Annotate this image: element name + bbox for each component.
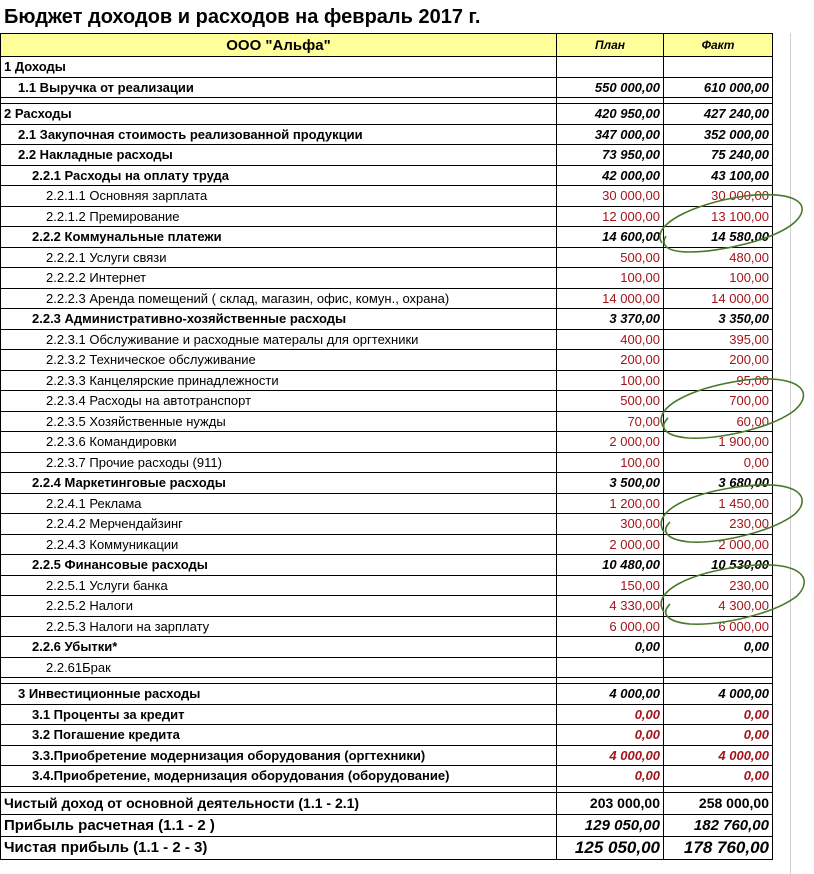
row-label[interactable]: 1 Доходы xyxy=(1,57,557,78)
table-row xyxy=(1,725,773,746)
fact-value[interactable]: 395,00 xyxy=(664,329,773,350)
row-label[interactable]: 3 Инвестиционные расходы xyxy=(1,684,557,705)
plan-value[interactable]: 100,00 xyxy=(557,370,664,391)
row-label[interactable]: 2.2.1.1 Основняя зарплата xyxy=(1,186,557,207)
table-row xyxy=(1,391,773,412)
fact-value[interactable]: 3 680,00 xyxy=(664,473,773,494)
row-label[interactable]: 2.2.2 Коммунальные платежи xyxy=(1,227,557,248)
plan-value[interactable] xyxy=(557,57,664,78)
table-row xyxy=(1,57,773,78)
plan-value[interactable]: 0,00 xyxy=(557,704,664,725)
budget-table xyxy=(0,33,773,860)
plan-value[interactable]: 420 950,00 xyxy=(557,104,664,125)
plan-value[interactable]: 100,00 xyxy=(557,268,664,289)
plan-value[interactable]: 203 000,00 xyxy=(557,792,664,814)
table-row xyxy=(1,575,773,596)
fact-value[interactable]: 1 450,00 xyxy=(664,493,773,514)
table-row xyxy=(1,186,773,207)
plan-value[interactable]: 3 500,00 xyxy=(557,473,664,494)
table-row xyxy=(1,637,773,658)
row-label[interactable]: 3.2 Погашение кредита xyxy=(1,725,557,746)
header-row xyxy=(1,34,773,57)
table-row xyxy=(1,684,773,705)
plan-value[interactable]: 300,00 xyxy=(557,514,664,535)
fact-value[interactable]: 0,00 xyxy=(664,704,773,725)
row-label[interactable]: Чистая прибыль (1.1 - 2 - 3) xyxy=(1,836,557,859)
plan-value[interactable]: 550 000,00 xyxy=(557,77,664,98)
plan-value[interactable]: 100,00 xyxy=(557,452,664,473)
fact-value[interactable]: 10 530,00 xyxy=(664,555,773,576)
row-label[interactable]: 2.2.3.7 Прочие расходы (911) xyxy=(1,452,557,473)
plan-value[interactable]: 1 200,00 xyxy=(557,493,664,514)
row-label[interactable]: 2.2.3.5 Хозяйственные нужды xyxy=(1,411,557,432)
row-label[interactable]: 2.2.3.3 Канцелярские принадлежности xyxy=(1,370,557,391)
row-label[interactable]: 2.2 Накладные расходы xyxy=(1,145,557,166)
table-row xyxy=(1,329,773,350)
fact-value[interactable]: 480,00 xyxy=(664,247,773,268)
table-row xyxy=(1,657,773,678)
fact-value[interactable]: 352 000,00 xyxy=(664,124,773,145)
plan-value[interactable]: 14 600,00 xyxy=(557,227,664,248)
fact-value[interactable]: 3 350,00 xyxy=(664,309,773,330)
plan-value[interactable]: 70,00 xyxy=(557,411,664,432)
plan-value[interactable]: 14 000,00 xyxy=(557,288,664,309)
plan-value[interactable]: 0,00 xyxy=(557,766,664,787)
row-label[interactable]: 2.2.5.1 Услуги банка xyxy=(1,575,557,596)
plan-value[interactable]: 2 000,00 xyxy=(557,534,664,555)
fact-value[interactable]: 4 300,00 xyxy=(664,596,773,617)
row-label[interactable]: 2.2.4.2 Мерчендайзинг xyxy=(1,514,557,535)
table-row xyxy=(1,124,773,145)
table-row xyxy=(1,309,773,330)
fact-value[interactable]: 700,00 xyxy=(664,391,773,412)
fact-value[interactable]: 258 000,00 xyxy=(664,792,773,814)
plan-value[interactable]: 42 000,00 xyxy=(557,165,664,186)
column-header-plan[interactable]: План xyxy=(557,34,664,57)
table-row xyxy=(1,555,773,576)
fact-value[interactable]: 178 760,00 xyxy=(664,836,773,859)
fact-value[interactable]: 100,00 xyxy=(664,268,773,289)
table-row xyxy=(1,411,773,432)
plan-value[interactable]: 3 370,00 xyxy=(557,309,664,330)
plan-value[interactable]: 125 050,00 xyxy=(557,836,664,859)
table-row xyxy=(1,814,773,836)
fact-value[interactable]: 200,00 xyxy=(664,350,773,371)
plan-value[interactable]: 2 000,00 xyxy=(557,432,664,453)
fact-value[interactable]: 30 000,00 xyxy=(664,186,773,207)
row-label[interactable]: 2.2.4.1 Реклама xyxy=(1,493,557,514)
fact-value[interactable]: 0,00 xyxy=(664,452,773,473)
plan-value[interactable]: 400,00 xyxy=(557,329,664,350)
company-name[interactable]: ООО "Альфа" xyxy=(1,34,557,57)
fact-value[interactable]: 13 100,00 xyxy=(664,206,773,227)
row-label[interactable]: 2.2.4.3 Коммуникации xyxy=(1,534,557,555)
row-label[interactable]: 2.2.5.2 Налоги xyxy=(1,596,557,617)
row-label[interactable]: 2.2.3.6 Командировки xyxy=(1,432,557,453)
table-row xyxy=(1,452,773,473)
plan-value[interactable]: 30 000,00 xyxy=(557,186,664,207)
table-row xyxy=(1,534,773,555)
plan-value[interactable]: 500,00 xyxy=(557,391,664,412)
plan-value[interactable]: 347 000,00 xyxy=(557,124,664,145)
row-label[interactable]: 2.2.5 Финансовые расходы xyxy=(1,555,557,576)
fact-value[interactable] xyxy=(664,57,773,78)
table-row xyxy=(1,165,773,186)
fact-value[interactable]: 230,00 xyxy=(664,514,773,535)
plan-value[interactable]: 73 950,00 xyxy=(557,145,664,166)
row-label[interactable]: 2.2.2.2 Интернет xyxy=(1,268,557,289)
table-row xyxy=(1,350,773,371)
row-label[interactable]: 2.2.61Брак xyxy=(1,657,557,678)
table-row xyxy=(1,596,773,617)
table-row xyxy=(1,514,773,535)
table-row xyxy=(1,616,773,637)
page-title: Бюджет доходов и расходов на февраль 2017 г. xyxy=(4,6,481,28)
fact-value[interactable]: 4 000,00 xyxy=(664,684,773,705)
table-row xyxy=(1,473,773,494)
fact-value[interactable]: 610 000,00 xyxy=(664,77,773,98)
plan-value[interactable]: 0,00 xyxy=(557,725,664,746)
plan-value[interactable]: 10 480,00 xyxy=(557,555,664,576)
row-label[interactable]: 2.1 Закупочная стоимость реализованной продукции xyxy=(1,124,557,145)
fact-value[interactable]: 4 000,00 xyxy=(664,745,773,766)
table-row xyxy=(1,745,773,766)
fact-value[interactable]: 2 000,00 xyxy=(664,534,773,555)
row-label[interactable]: 2.2.2.1 Услуги связи xyxy=(1,247,557,268)
fact-value[interactable]: 43 100,00 xyxy=(664,165,773,186)
table-row xyxy=(1,704,773,725)
row-label[interactable]: 2.2.1 Расходы на оплату труда xyxy=(1,165,557,186)
table-row xyxy=(1,77,773,98)
fact-value[interactable]: 0,00 xyxy=(664,766,773,787)
fact-value[interactable]: 14 000,00 xyxy=(664,288,773,309)
column-header-fact[interactable]: Факт xyxy=(664,34,773,57)
fact-value[interactable]: 6 000,00 xyxy=(664,616,773,637)
table-row xyxy=(1,227,773,248)
row-label[interactable]: 2.2.4 Маркетинговые расходы xyxy=(1,473,557,494)
table-row xyxy=(1,432,773,453)
table-row xyxy=(1,206,773,227)
row-label[interactable]: 3.4.Приобретение, модернизация оборудования (оборудование) xyxy=(1,766,557,787)
table-row xyxy=(1,145,773,166)
plan-value[interactable]: 4 330,00 xyxy=(557,596,664,617)
plan-value[interactable]: 129 050,00 xyxy=(557,814,664,836)
table-row xyxy=(1,766,773,787)
row-label[interactable]: Чистый доход от основной деятельности (1.1 - 2.1) xyxy=(1,792,557,814)
table-row xyxy=(1,792,773,814)
table-row xyxy=(1,268,773,289)
row-label[interactable]: 2.2.3.4 Расходы на автотранспорт xyxy=(1,391,557,412)
row-label[interactable]: 1.1 Выручка от реализации xyxy=(1,77,557,98)
row-label[interactable]: 2 Расходы xyxy=(1,104,557,125)
table-row xyxy=(1,288,773,309)
table-row xyxy=(1,247,773,268)
plan-value[interactable]: 150,00 xyxy=(557,575,664,596)
grid-line xyxy=(790,33,791,874)
plan-value[interactable]: 12 000,00 xyxy=(557,206,664,227)
row-label[interactable]: 2.2.3.2 Техническое обслуживание xyxy=(1,350,557,371)
fact-value[interactable]: 75 240,00 xyxy=(664,145,773,166)
plan-value[interactable]: 4 000,00 xyxy=(557,684,664,705)
table-row xyxy=(1,493,773,514)
row-label[interactable]: 2.2.2.3 Аренда помещений ( склад, магазин, офис, комун., охрана) xyxy=(1,288,557,309)
plan-value[interactable]: 4 000,00 xyxy=(557,745,664,766)
fact-value[interactable]: 427 240,00 xyxy=(664,104,773,125)
fact-value[interactable]: 0,00 xyxy=(664,725,773,746)
fact-value[interactable]: 182 760,00 xyxy=(664,814,773,836)
plan-value[interactable]: 0,00 xyxy=(557,637,664,658)
fact-value[interactable]: 14 580,00 xyxy=(664,227,773,248)
fact-value[interactable]: 0,00 xyxy=(664,637,773,658)
fact-value[interactable]: 230,00 xyxy=(664,575,773,596)
row-label[interactable]: Прибыль расчетная (1.1 - 2 ) xyxy=(1,814,557,836)
plan-value[interactable]: 6 000,00 xyxy=(557,616,664,637)
fact-value[interactable]: 60,00 xyxy=(664,411,773,432)
row-label[interactable]: 3.3.Приобретение модернизация оборудования (оргтехники) xyxy=(1,745,557,766)
plan-value[interactable] xyxy=(557,657,664,678)
row-label[interactable]: 2.2.6 Убытки* xyxy=(1,637,557,658)
plan-value[interactable]: 500,00 xyxy=(557,247,664,268)
row-label[interactable]: 2.2.3 Административно-хозяйственные расходы xyxy=(1,309,557,330)
row-label[interactable]: 2.2.3.1 Обслуживание и расходные матерaлы для оргтехники xyxy=(1,329,557,350)
fact-value[interactable] xyxy=(664,657,773,678)
table-row xyxy=(1,370,773,391)
fact-value[interactable]: 95,00 xyxy=(664,370,773,391)
plan-value[interactable]: 200,00 xyxy=(557,350,664,371)
row-label[interactable]: 2.2.5.3 Налоги на зарплату xyxy=(1,616,557,637)
row-label[interactable]: 2.2.1.2 Премирование xyxy=(1,206,557,227)
table-row xyxy=(1,104,773,125)
table-row xyxy=(1,836,773,859)
row-label[interactable]: 3.1 Проценты за кредит xyxy=(1,704,557,725)
fact-value[interactable]: 1 900,00 xyxy=(664,432,773,453)
